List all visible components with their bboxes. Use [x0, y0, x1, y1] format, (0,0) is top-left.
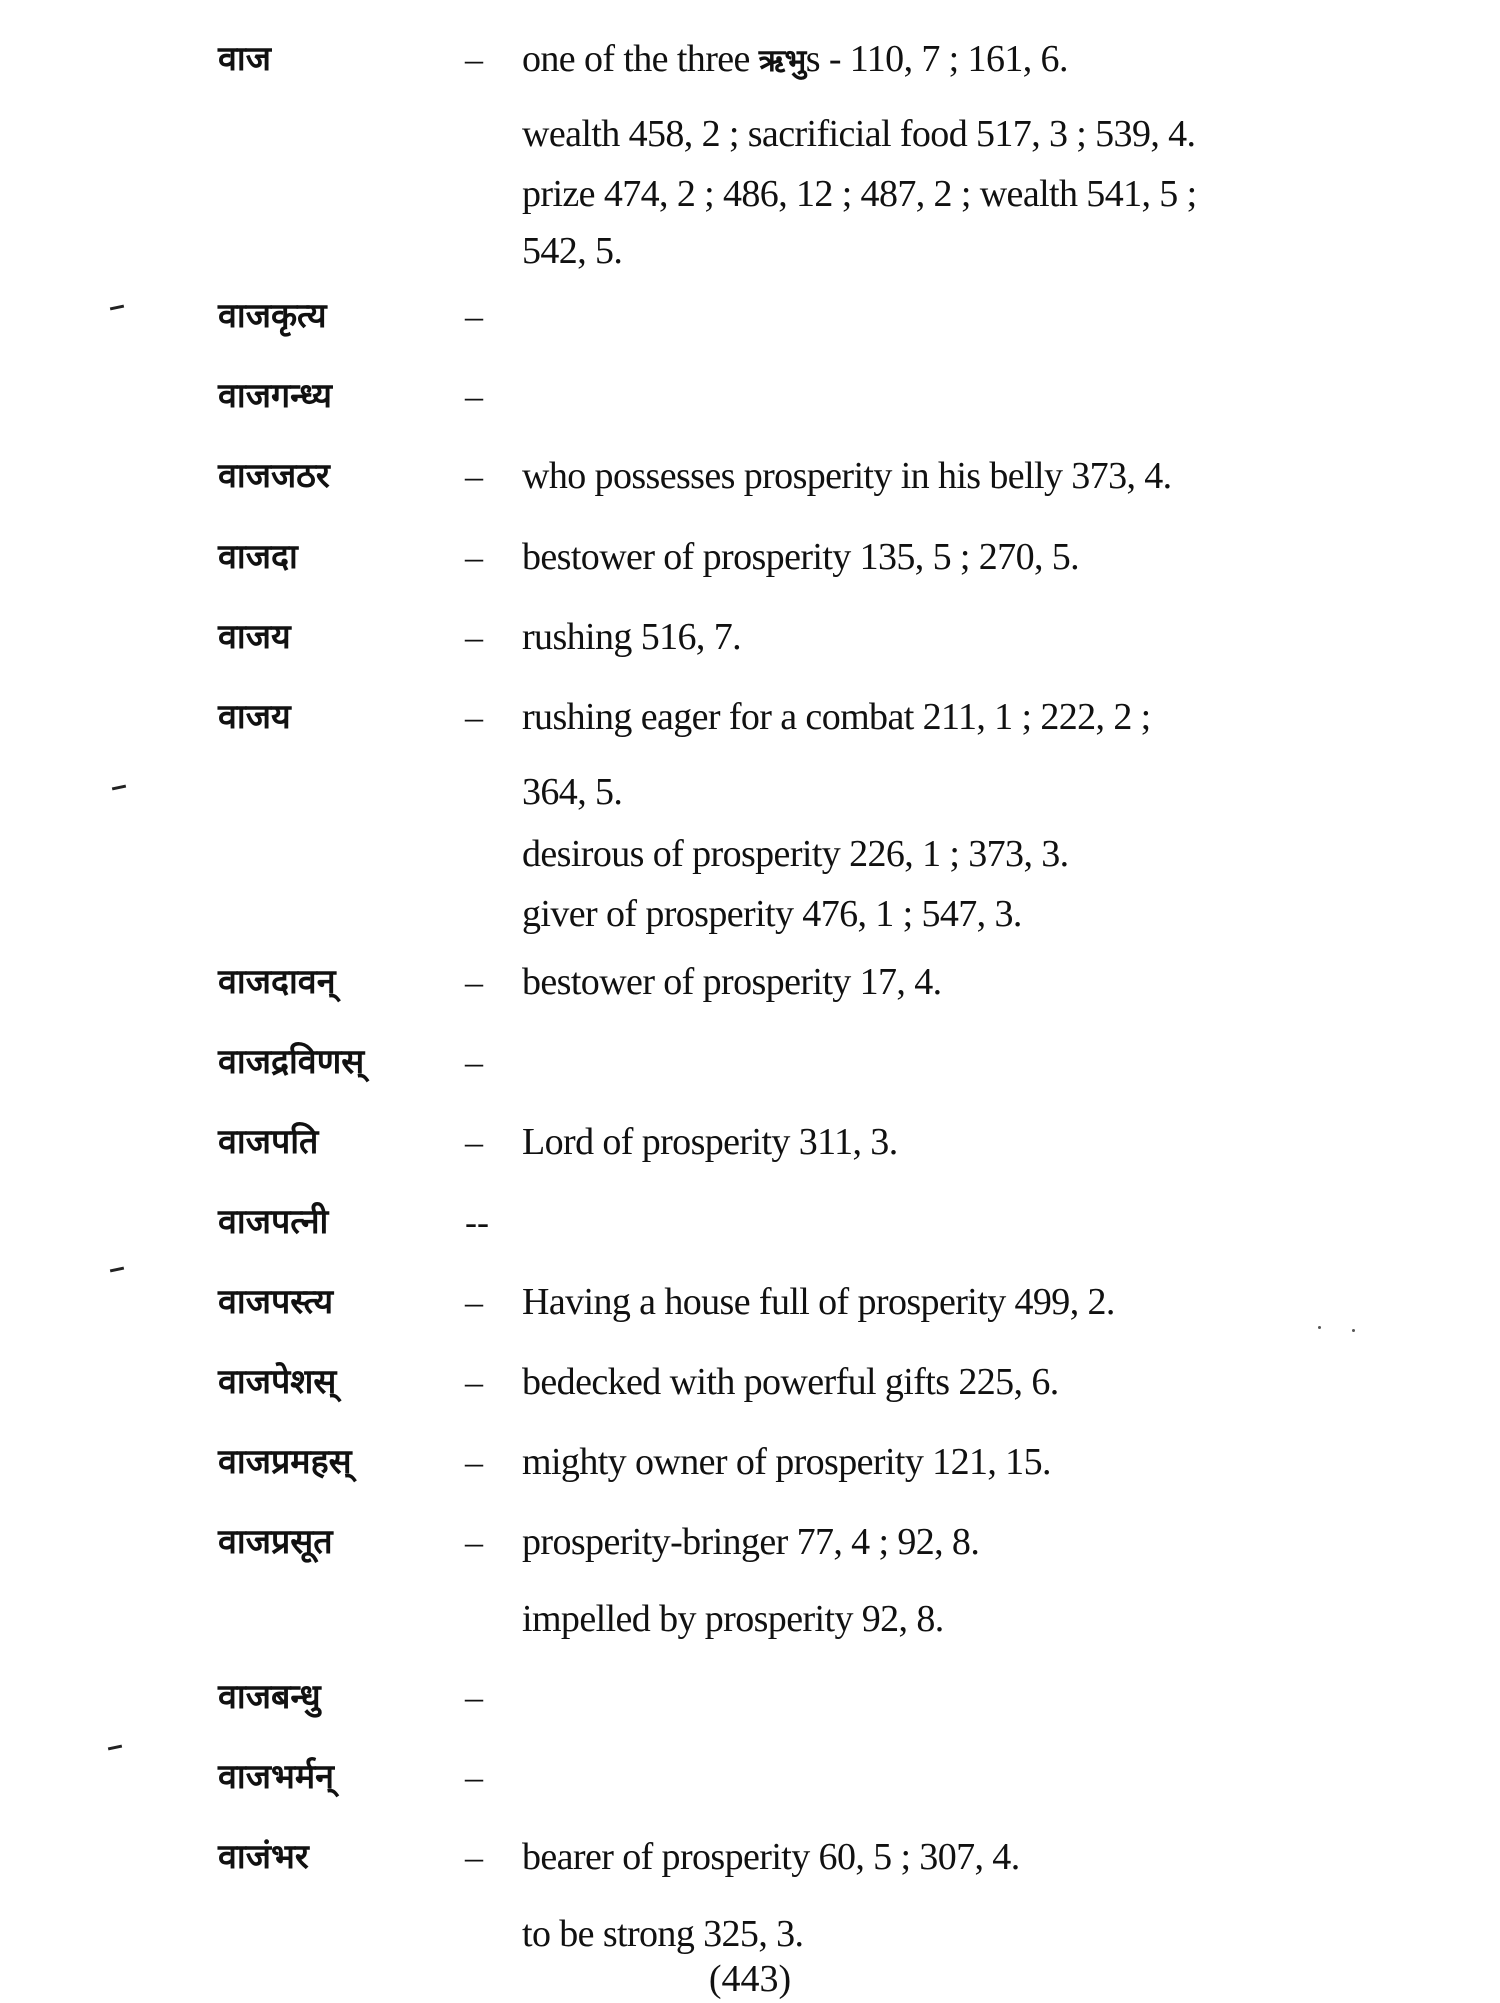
definition-line: who possesses prosperity in his belly 373, 4.: [522, 455, 1172, 497]
entry-term: वाजदा: [218, 537, 298, 577]
page-number: (443): [708, 1958, 792, 2000]
definition-line: impelled by prosperity 92, 8.: [522, 1598, 944, 1640]
entry-term: वाजबन्धु: [218, 1677, 321, 1717]
definition-line: rushing eager for a combat 211, 1 ; 222, 2 ;: [522, 696, 1151, 738]
entry-dash: –: [465, 1442, 483, 1482]
margin-mark: [108, 1745, 122, 1751]
entry-term: वाजपति: [218, 1122, 319, 1162]
margin-mark: [110, 1267, 124, 1273]
definition-line: wealth 458, 2 ; sacrificial food 517, 3 ; 539, 4.: [522, 113, 1196, 155]
entry-term: वाजय: [218, 617, 291, 657]
definition-line: Having a house full of prosperity 499, 2.: [522, 1281, 1115, 1323]
entry-term: वाजद्रविणस्: [218, 1042, 365, 1082]
definition-line: one of the three ऋभुs - 110, 7 ; 161, 6.: [522, 38, 1068, 80]
entry-term: वाजय: [218, 697, 291, 737]
definition-line: to be strong 325, 3.: [522, 1913, 804, 1955]
entry-dash: –: [465, 456, 483, 496]
entry-dash: –: [465, 1122, 483, 1162]
definition-line: giver of prosperity 476, 1 ; 547, 3.: [522, 893, 1022, 935]
definition-line: bestower of prosperity 17, 4.: [522, 961, 942, 1003]
definition-line: bearer of prosperity 60, 5 ; 307, 4.: [522, 1836, 1020, 1878]
entry-dash: –: [465, 537, 483, 577]
entry-dash: –: [465, 1677, 483, 1717]
scan-speck: [1352, 1329, 1355, 1332]
entry-term: वाजपस्त्य: [218, 1282, 334, 1322]
entry-dash: –: [465, 376, 483, 416]
entry-term: वाजपेशस्: [218, 1362, 337, 1402]
entry-dash: –: [465, 962, 483, 1002]
scan-speck: [1318, 1326, 1321, 1329]
entry-dash: –: [465, 1757, 483, 1797]
entry-term: वाजदावन्: [218, 962, 336, 1002]
definition-line: Lord of prosperity 311, 3.: [522, 1121, 898, 1163]
definition-line: desirous of prosperity 226, 1 ; 373, 3.: [522, 833, 1069, 875]
entry-dash: –: [465, 1837, 483, 1877]
entry-term: वाजपत्नी: [218, 1202, 329, 1242]
definition-line: 542, 5.: [522, 230, 623, 272]
entry-dash: –: [465, 1042, 483, 1082]
margin-mark: [112, 785, 126, 791]
definition-line: prize 474, 2 ; 486, 12 ; 487, 2 ; wealth 541, 5 ;: [522, 173, 1197, 215]
definition-line: 364, 5.: [522, 771, 623, 813]
entry-term: वाजजठर: [218, 456, 330, 496]
entry-term: वाजगन्ध्य: [218, 376, 333, 416]
definition-line: rushing 516, 7.: [522, 616, 742, 658]
definition-line: mighty owner of prosperity 121, 15.: [522, 1441, 1051, 1483]
entry-dash: –: [465, 617, 483, 657]
devanagari-word: ऋभु: [758, 43, 806, 79]
entry-term: वाजप्रमहस्: [218, 1442, 352, 1482]
entry-dash: –: [465, 39, 483, 79]
entry-term: वाजप्रसूत: [218, 1522, 333, 1562]
definition-line: bestower of prosperity 135, 5 ; 270, 5.: [522, 536, 1080, 578]
entry-dash: –: [465, 1522, 483, 1562]
entry-dash: –: [465, 296, 483, 336]
entry-dash: –: [465, 697, 483, 737]
definition-line: bedecked with powerful gifts 225, 6.: [522, 1361, 1059, 1403]
margin-mark: [110, 305, 124, 311]
entry-dash: –: [465, 1362, 483, 1402]
entry-term: वाजंभर: [218, 1837, 309, 1877]
definition-line: prosperity-bringer 77, 4 ; 92, 8.: [522, 1521, 980, 1563]
entry-term: वाजभर्मन्: [218, 1757, 335, 1797]
entry-dash: –: [465, 1282, 483, 1322]
entry-term: वाजकृत्य: [218, 296, 327, 336]
entry-dash: --: [465, 1202, 489, 1242]
entry-term: वाज: [218, 39, 271, 79]
